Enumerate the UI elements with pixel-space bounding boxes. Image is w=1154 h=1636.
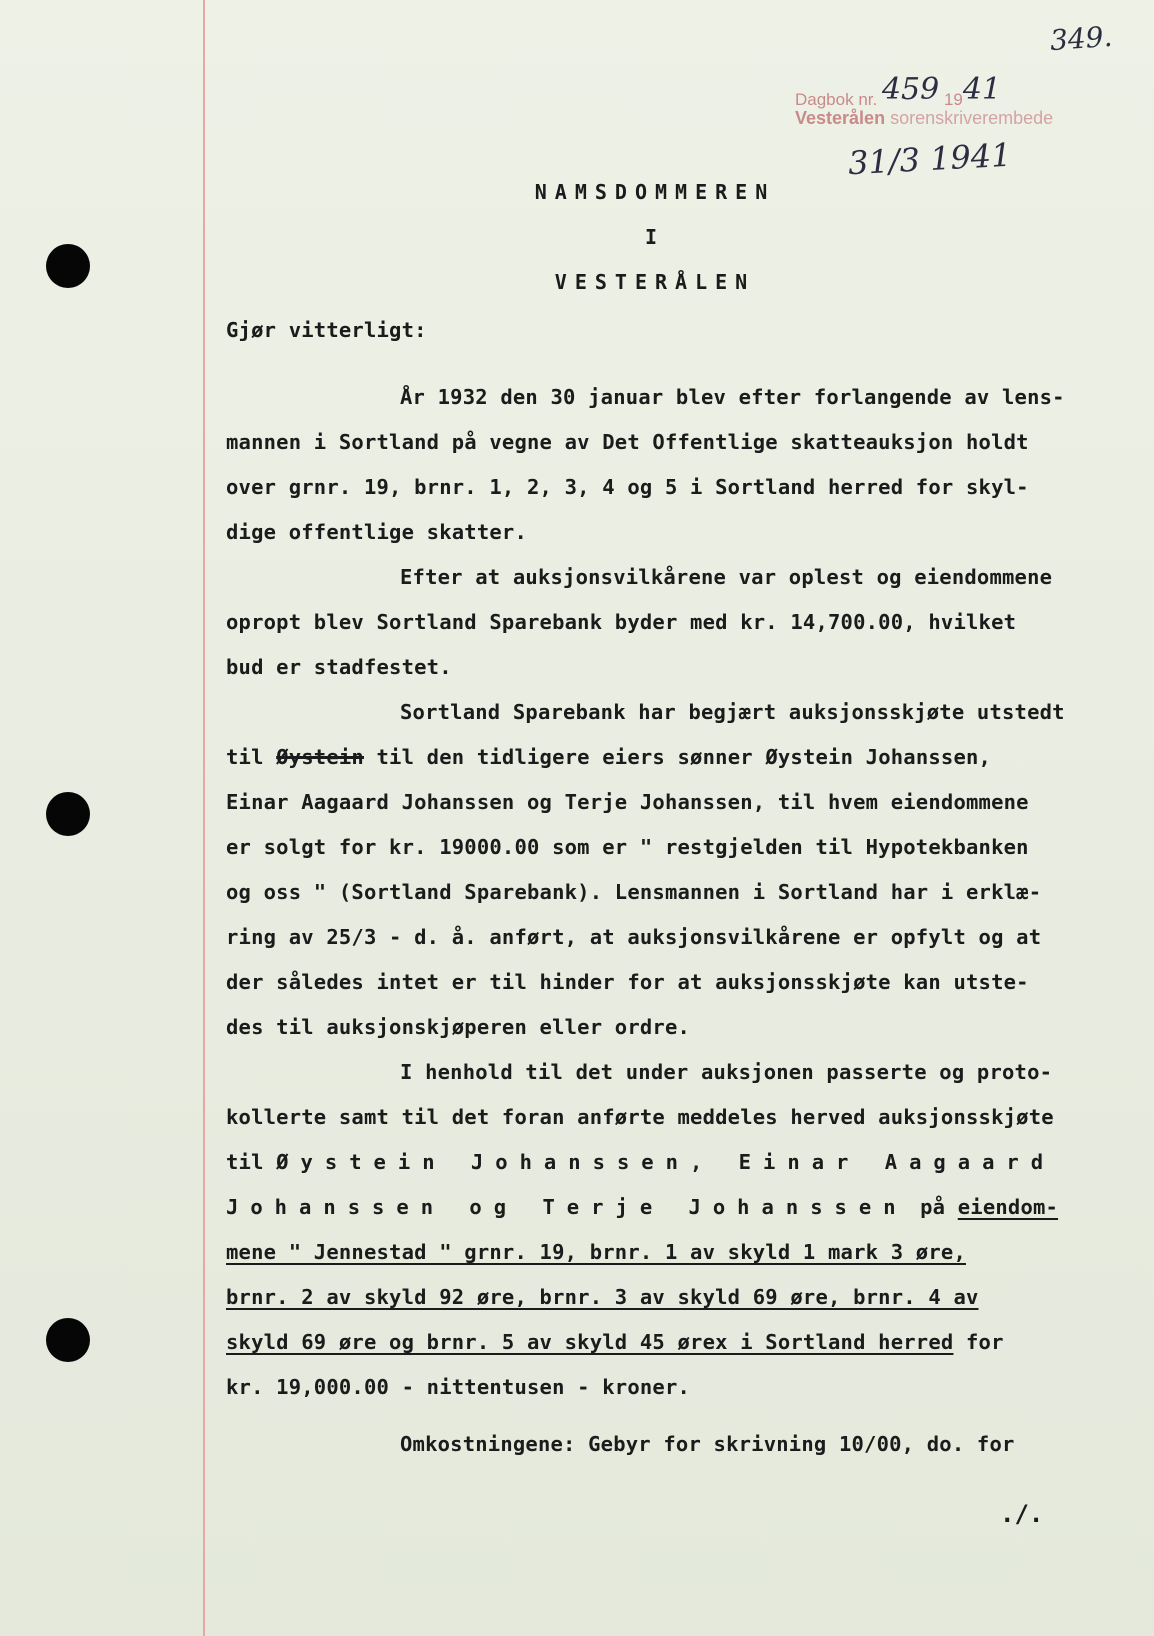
p3-line-6: ring av 25/3 - d. å. anført, at auksjonsvilkårene er opfylt og at bbox=[226, 925, 1042, 949]
dagbok-label: Dagbok nr. bbox=[795, 90, 878, 109]
continuation-mark: ./. bbox=[1000, 1500, 1044, 1528]
heading-line-2: I bbox=[644, 225, 666, 249]
dagbok-number: 459 bbox=[881, 72, 940, 107]
punch-hole-middle bbox=[46, 792, 90, 836]
p4-line-4 bbox=[226, 1195, 1058, 1219]
office-name: Vesterålen bbox=[795, 108, 886, 128]
p4-line-6 bbox=[226, 1285, 979, 1309]
p3-line-1: Sortland Sparebank har begjært auksjonsskjøte utstedt bbox=[400, 700, 1065, 724]
heading-line-1: NAMSDOMMEREN bbox=[534, 180, 776, 204]
p4-line-8: kr. 19,000.00 - nittentusen - kroner. bbox=[226, 1375, 691, 1399]
p4-line-4-mid: på bbox=[907, 1195, 958, 1219]
p4-line-3 bbox=[226, 1150, 1055, 1174]
struck-word: Øystein bbox=[276, 745, 364, 769]
p3-line-5: og oss " (Sortland Sparebank). Lensmannen i Sortland har i erklæ- bbox=[226, 880, 1042, 904]
year-handwritten: 41 bbox=[962, 72, 1002, 107]
underlined-property-1: eiendom- bbox=[957, 1195, 1059, 1219]
opening-line: Gjør vitterligt: bbox=[226, 318, 427, 342]
office-suffix: sorenskriverembede bbox=[890, 108, 1054, 128]
underlined-property-4: skyld 69 øre og brnr. 5 av skyld 45 ørex i Sortland herred bbox=[226, 1330, 954, 1354]
p1-line-3: over grnr. 19, brnr. 1, 2, 3, 4 og 5 i Sortland herred for skyl- bbox=[226, 475, 1029, 499]
p4-line-7-post: for bbox=[953, 1330, 1004, 1354]
p1-line-4: dige offentlige skatter. bbox=[226, 520, 528, 544]
heading-line-3: VESTERÅLEN bbox=[554, 270, 756, 294]
year-printed: 19 bbox=[943, 90, 963, 109]
p1-line-2: mannen i Sortland på vegne av Det Offentlige skatteauksjon holdt bbox=[226, 430, 1029, 454]
handwritten-date: 31/3 1941 bbox=[847, 135, 1013, 183]
p2-line-3: bud er stadfestet. bbox=[226, 655, 452, 679]
punch-hole-top bbox=[46, 244, 90, 288]
p3-line-2-post: til den tidligere eiers sønner Øystein Johanssen, bbox=[363, 745, 992, 769]
p3-line-2-pre: til bbox=[226, 745, 277, 769]
p3-line-3: Einar Aagaard Johanssen og Terje Johanssen, til hvem eiendommene bbox=[226, 790, 1029, 814]
underlined-property-3: brnr. 2 av skyld 92 øre, brnr. 3 av skyld 69 øre, brnr. 4 av bbox=[226, 1285, 979, 1309]
p3-line-2 bbox=[226, 745, 991, 769]
p3-line-8: des til auksjonskjøperen eller ordre. bbox=[226, 1015, 691, 1039]
p4-line-7 bbox=[226, 1330, 1004, 1354]
underlined-property-2: mene " Jennestad " grnr. 19, brnr. 1 av skyld 1 mark 3 øre, bbox=[226, 1240, 966, 1264]
p3-line-7: der således intet er til hinder for at auksjonsskjøte kan utste- bbox=[226, 970, 1029, 994]
p3-line-4: er solgt for kr. 19000.00 som er " restgjelden til Hypotekbanken bbox=[226, 835, 1029, 859]
p1-line-1: År 1932 den 30 januar blev efter forlangende av lens- bbox=[400, 385, 1065, 409]
p4-line-1: I henhold til det under auksjonen passerte og proto- bbox=[400, 1060, 1053, 1084]
page-number: 349. bbox=[1048, 19, 1114, 58]
p5-line-1: Omkostningene: Gebyr for skrivning 10/00, do. for bbox=[400, 1432, 1015, 1456]
p4-line-3-pre: til bbox=[226, 1150, 277, 1174]
spaced-names-2: Johanssen og Terje Johanssen bbox=[226, 1195, 908, 1219]
punch-hole-bottom bbox=[46, 1318, 90, 1362]
spaced-names-1: Øystein Johanssen, Einar Aagaard bbox=[276, 1150, 1056, 1174]
p2-line-1: Efter at auksjonsvilkårene var oplest og eiendommene bbox=[400, 565, 1053, 589]
office-stamp bbox=[795, 108, 1053, 129]
p4-line-2: kollerte samt til det foran anførte meddeles herved auksjonsskjøte bbox=[226, 1105, 1054, 1129]
p2-line-2: opropt blev Sortland Sparebank byder med kr. 14,700.00, hvilket bbox=[226, 610, 1017, 634]
p4-line-5 bbox=[226, 1240, 966, 1264]
